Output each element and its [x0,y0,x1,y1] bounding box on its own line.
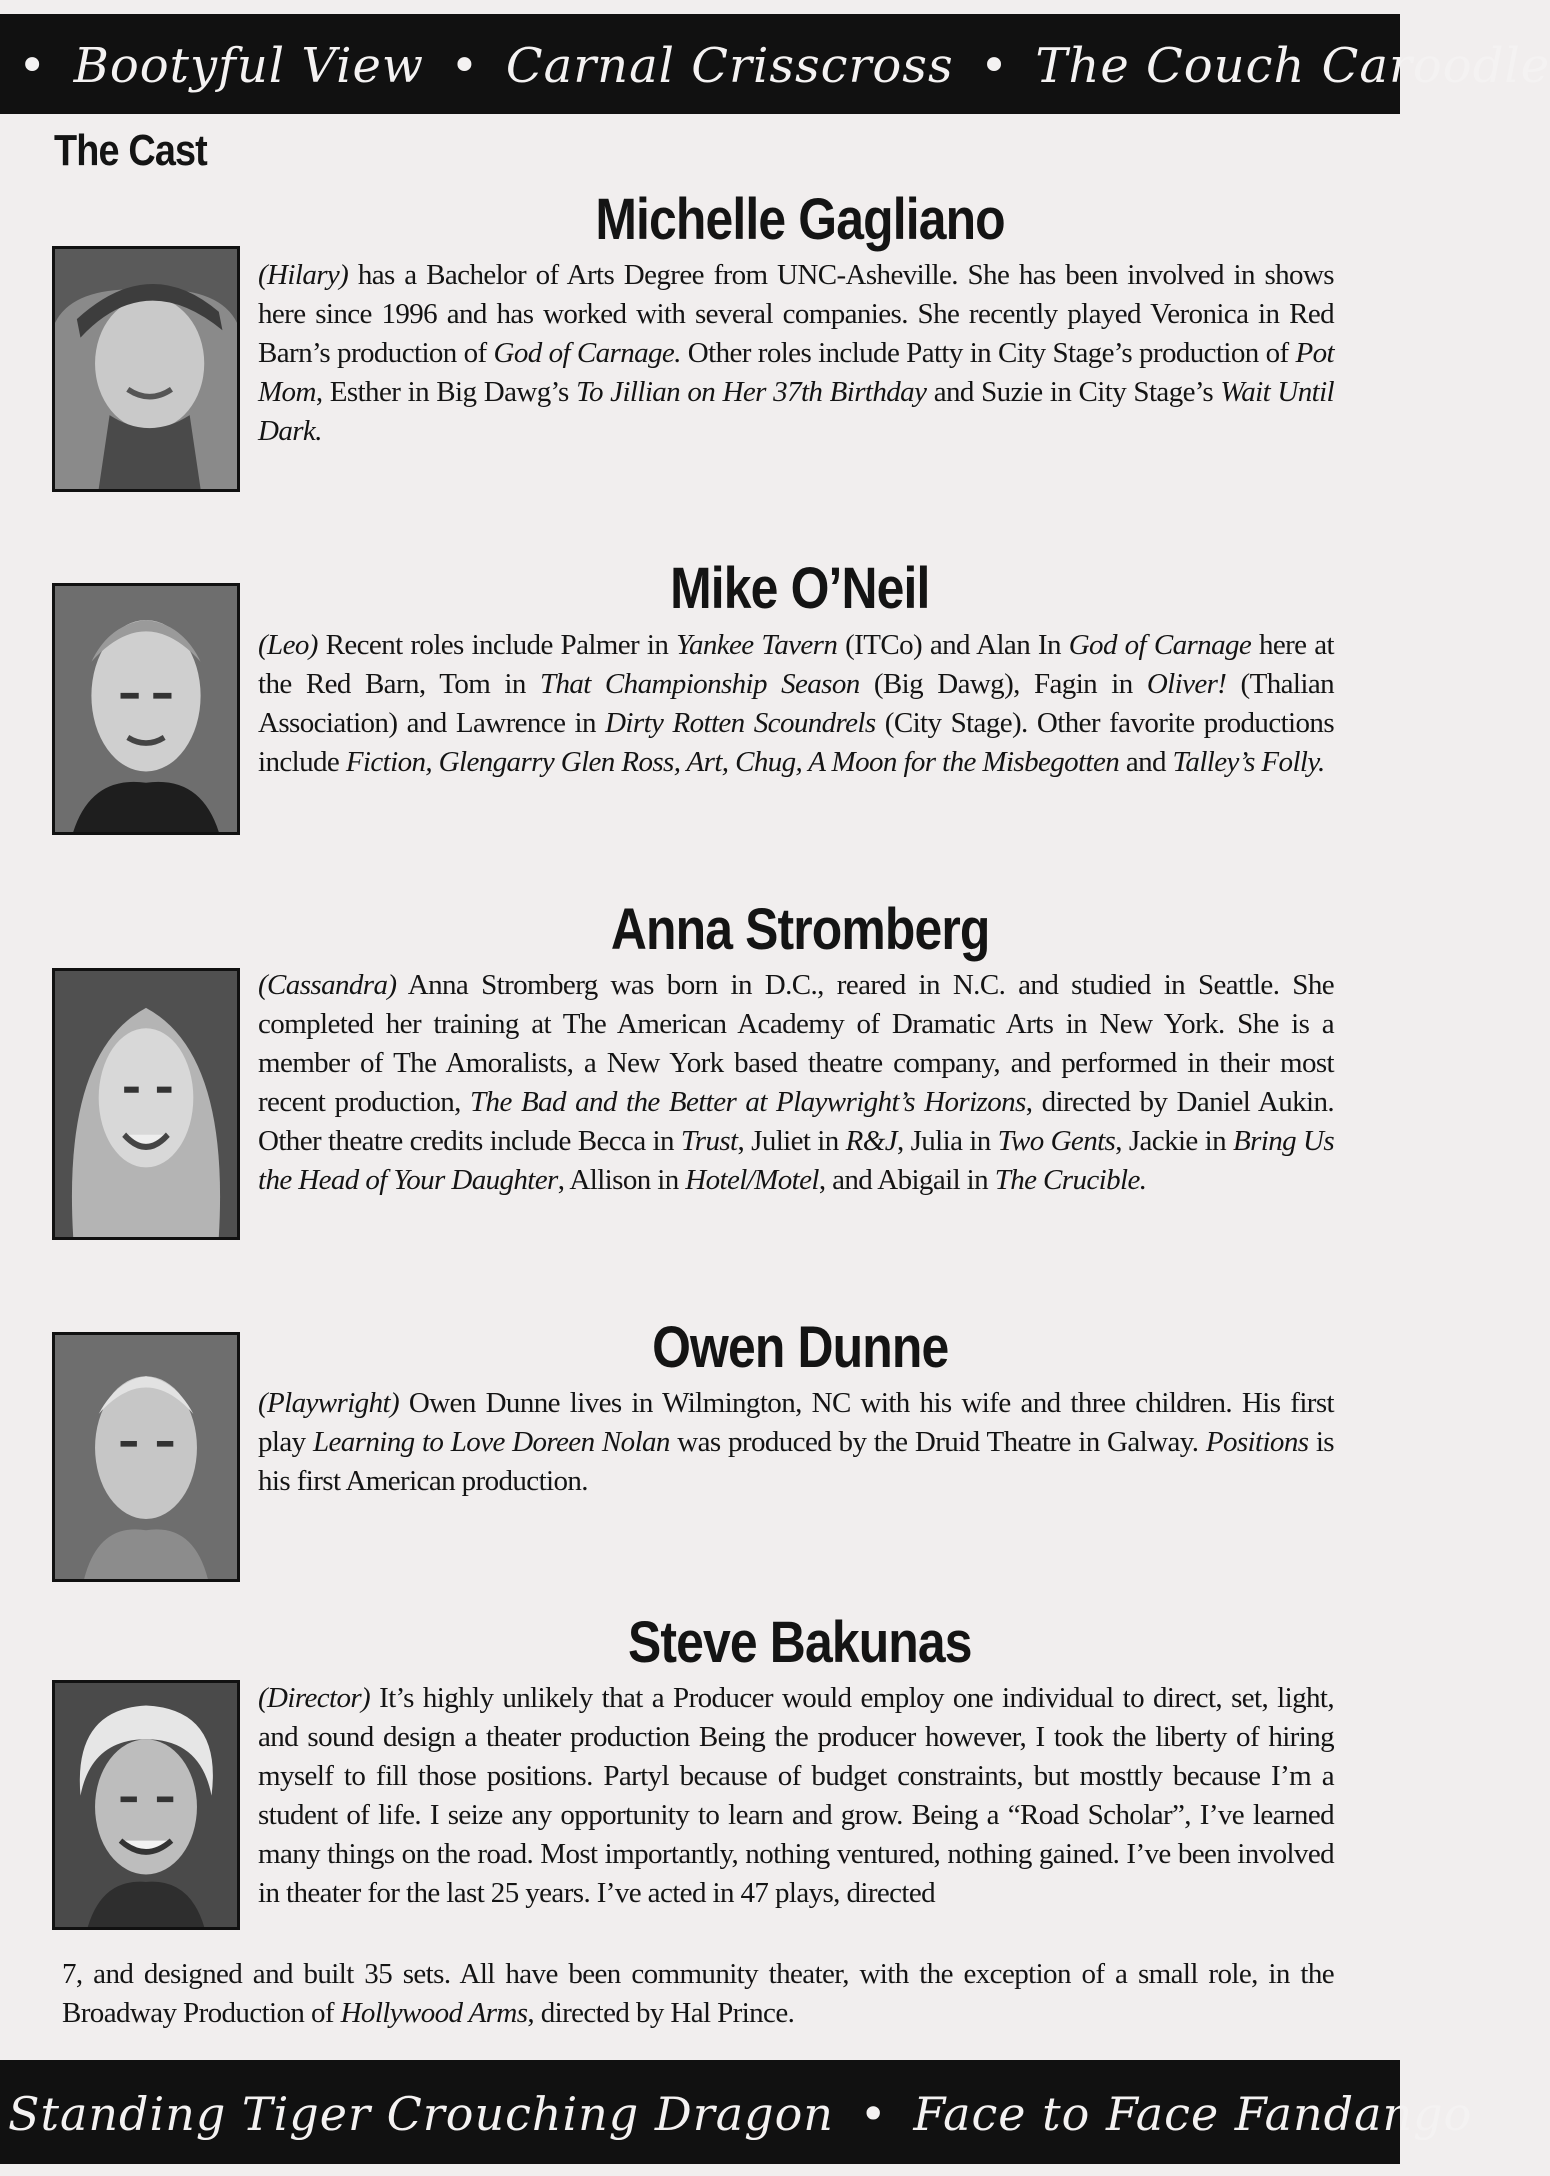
bullet-separator: • [450,38,480,94]
bio-italic-text: Talley’s Folly. [1172,746,1325,778]
cast-name-text: Mike O’Neil [670,556,930,621]
bio-italic-text: (Cassandra) [258,969,397,1001]
bio-text: (Thalian Association) and Lawrence in [258,668,1334,739]
bio-text: (City Stage). Other favorite productions include [258,707,1334,778]
cast-name-text: Michelle Gagliano [595,187,1005,252]
portrait-image [55,971,237,1237]
bio-text: (ITCo) and Alan In [837,629,1069,661]
banner-title-5: Face to Face Fandango [913,2087,1473,2141]
bio-italic-text: Positions [1205,1426,1309,1458]
bio-text: It’s highly unlikely that a Producer would employ one individual to direct, set, light, and sound design a theater production Being the producer however, I took the liberty of hiring myself to fill those positions. Partyl because of budget constraints, but mosttly because I’m a student of life. I seize any opportunity to learn and grow. Being a “Road Scholar”, I’ve learned many things on the road. Most importantly, nothing ventured, nothing gained. I’ve been involved in theater for the last 25 years. I’ve acted in 47 plays, directed [258,1682,1334,1909]
cast-bio-continued [62,1955,1334,2033]
bio-text: , Juliet in [737,1125,846,1157]
headshot-photo [52,583,240,835]
bio-italic-text: (Director) [258,1682,371,1714]
bio-text: was produced by the Druid Theatre in Galway. [669,1426,1206,1458]
cast-name-text: Steve Bakunas [628,1610,972,1675]
bio-italic-text: Oliver! [1146,668,1227,700]
cast-bio [258,1384,1334,1501]
bullet-separator: • [18,38,48,94]
cast-bio [258,1679,1334,1913]
portrait-image [55,1683,237,1927]
bio-text: , directed by Daniel Aukin. Other theatre credits include Becca in [258,1086,1334,1157]
bio-text: , directed by Hal Prince. [527,1997,795,2029]
bio-italic-text: Fiction, Glengarry Glen Ross, Art, Chug, A Moon for the Misbegotten [345,746,1120,778]
cast-name [230,555,1370,622]
bio-italic-text: Learning to Love Doreen Nolan [312,1426,670,1458]
bio-text: , Julia in [896,1125,998,1157]
bio-italic-text: (Leo) [258,629,318,661]
bio-text: and Suzie in City Stage’s [926,376,1221,408]
banner-title-4: Standing Tiger Crouching Dragon [8,2087,834,2141]
bio-italic-text: That Championship Season [539,668,860,700]
section-title: The Cast [54,126,207,175]
bio-text: (Big Dawg), Fagin in [859,668,1147,700]
cast-bio [258,256,1334,451]
bio-italic-text: The Crucible. [994,1164,1147,1196]
bio-text: here at the Red Barn, Tom in [258,629,1335,700]
headshot-photo [52,1332,240,1582]
headshot-photo [52,246,240,492]
bio-text: Owen Dunne lives in Wilmington, NC with his wife and three children. His first play [258,1387,1334,1458]
cast-name [230,1314,1370,1381]
cast-name [230,186,1370,253]
bio-text: , Esther in Big Dawg’s [315,376,577,408]
cast-bio [258,966,1334,1200]
bio-text: Other roles include Patty in City Stage’s production of [680,337,1296,369]
headshot-photo [52,1680,240,1930]
footer-banner [0,2060,1473,2164]
header-banner [0,14,1550,114]
portrait-image [55,1335,237,1579]
cast-name-text: Anna Stromberg [610,897,990,962]
portrait-image [55,249,237,489]
bio-text: and [1119,746,1173,778]
banner-title-2: Carnal Crisscross [505,38,954,94]
bio-text: , and Abigail in [818,1164,995,1196]
bio-italic-text: R&J [845,1125,897,1157]
bio-italic-text: The Bad and the Better at Playwright’s Horizons [470,1086,1026,1118]
bullet-separator: • [859,2087,888,2141]
bio-italic-text: God of Carnage [1068,629,1252,661]
bio-text: 7, and designed and built 35 sets. All have been community theater, with the exception of a small role, in the Broadway Production of [62,1958,1334,2029]
bio-italic-text: (Hilary) [258,259,349,291]
bio-text: Recent roles include Palmer in [317,629,677,661]
bio-italic-text: Yankee Tavern [676,629,838,661]
bio-italic-text: Trust [680,1125,738,1157]
bio-italic-text: Hotel/Motel [685,1164,819,1196]
bullet-separator: • [979,38,1010,94]
cast-name-text: Owen Dunne [651,1315,949,1380]
bio-italic-text: Wait Until Dark. [258,376,1334,447]
headshot-photo [52,968,240,1240]
bio-text: , Allison in [557,1164,686,1196]
bio-text: has a Bachelor of Arts Degree from UNC-Asheville. She has been involved in shows here since 1996 and has worked with several companies. She recently played Veronica in Red Barn’s production of [258,259,1334,369]
bio-text: is his first American production. [258,1426,1334,1497]
bio-italic-text: Dirty Rotten Scoundrels [605,707,876,739]
bio-text: Anna Stromberg was born in D.C., reared in N.C. and studied in Seattle. She completed her training at The American Academy of Dramatic Arts in New York. She is a member of The Amoralists, a New York based theatre company, and performed in their most recent production, [258,969,1334,1118]
bio-italic-text: (Playwright) [258,1387,400,1419]
bio-italic-text: Bring Us the Head of Your Daughter [258,1125,1335,1196]
banner-title-3: The Couch Caroodle [1035,38,1550,94]
banner-title-1: Bootyful View [73,38,425,94]
bio-italic-text: Hollywood Arms [340,1997,528,2029]
bio-italic-text: God of Carnage. [493,337,681,369]
cast-name [230,1609,1370,1676]
cast-bio [258,626,1334,782]
bio-italic-text: To Jillian on Her 37th Birthday [576,376,927,408]
portrait-image [55,586,237,832]
bio-italic-text: Two Gents [997,1125,1116,1157]
bio-text: , Jackie in [1115,1125,1233,1157]
bio-italic-text: Pot Mom [258,337,1334,408]
cast-name [230,896,1370,963]
